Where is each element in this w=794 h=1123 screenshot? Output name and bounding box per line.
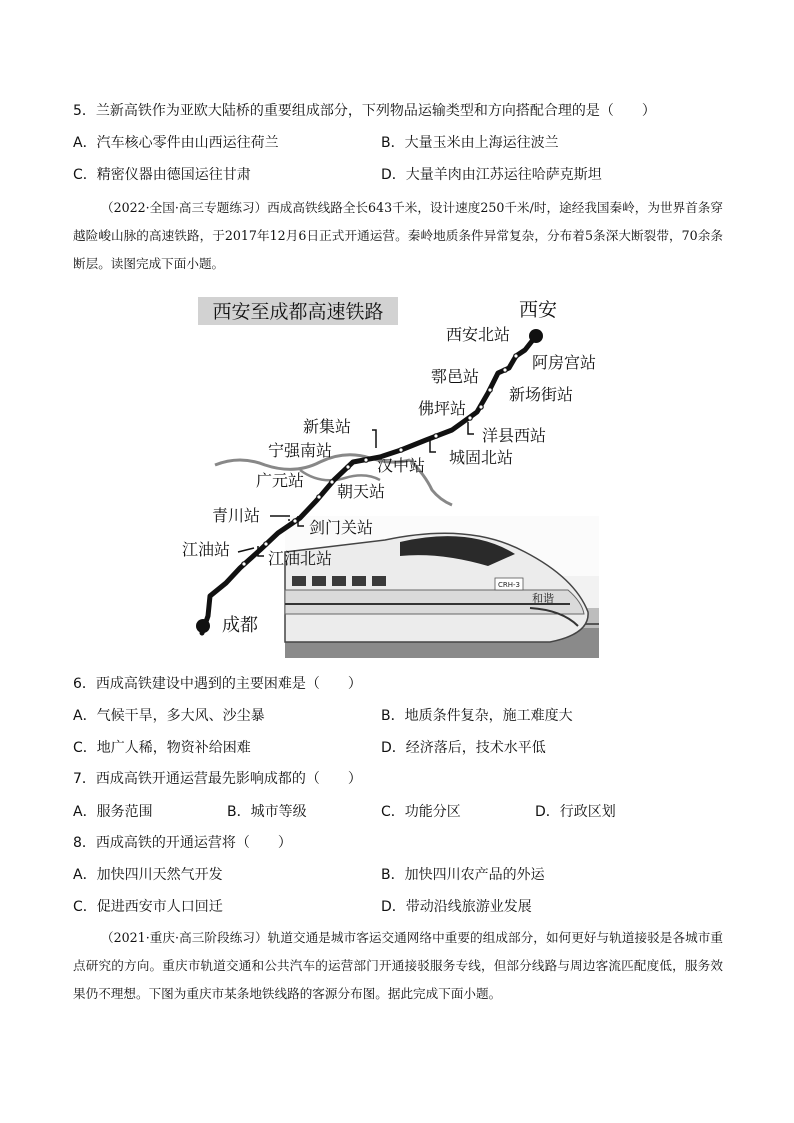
station-dot — [434, 434, 438, 438]
label-jiangyou-north: 江油北站 — [268, 549, 333, 568]
label-xinchangjie: 新场街站 — [509, 385, 574, 404]
q7-option-a: A．服务范围 — [73, 804, 153, 820]
station-dot — [514, 354, 518, 358]
railway-map-svg — [170, 290, 620, 665]
q8-option-c: C．促进西安市人口回迁 — [73, 899, 223, 915]
q8-stem: 8．西成高铁的开通运营将（ ） — [73, 835, 292, 851]
label-chengdu: 成都 — [222, 615, 258, 636]
q8-option-d: D．带动沿线旅游业发展 — [381, 899, 532, 915]
q8-option-a: A．加快四川天然气开发 — [73, 867, 223, 883]
label-foping: 佛坪站 — [418, 399, 467, 418]
label-afanggong: 阿房宫站 — [532, 353, 597, 372]
label-huyi: 鄠邑站 — [431, 367, 480, 386]
label-qingchuan: 青川站 — [212, 506, 261, 525]
q6-option-d: D．经济落后，技术水平低 — [381, 740, 546, 756]
passage-xicheng-railway: （2022·全国·高三专题练习）西成高铁线路全长643千米，设计速度250千米/时，途经我国秦岭，为世界首条穿越险峻山脉的高速铁路，于2017年12月6日正式开通运营。秦岭地质条件异常复杂，分布着5条深大断裂带，70余条断层。读图完成下面小题。 — [73, 200, 723, 271]
station-dot — [242, 562, 246, 566]
label-ningqiang-south: 宁强南站 — [268, 441, 333, 460]
label-jianmenguan: 剑门关站 — [309, 518, 374, 537]
station-dot — [317, 495, 321, 499]
label-xinji: 新集站 — [303, 417, 352, 436]
q7-option-d: D．行政区划 — [535, 804, 616, 820]
station-dot — [468, 416, 472, 420]
station-dot — [293, 519, 297, 523]
chengdu-terminal-dot — [196, 619, 210, 633]
q6-stem: 6．西成高铁建设中遇到的主要困难是（ ） — [73, 676, 362, 692]
q5-option-b: B．大量玉米由上海运往波兰 — [381, 135, 559, 151]
q6-option-c: C．地广人稀，物资补给困难 — [73, 740, 251, 756]
passage-chongqing-rail: （2021·重庆·高三阶段练习）轨道交通是城市客运交通网络中重要的组成部分，如何更好与轨道接驳是各城市重点研究的方向。重庆市轨道交通和公共汽车的运营部门开通接驳服务专线，但部分线路与周边客流匹配度低，服务效果仍不理想。下图为重庆市某条地铁线路的客源分布图。据此完成下面小题。 — [73, 930, 723, 1001]
train-photo — [285, 516, 599, 658]
label-xian: 西安 — [519, 299, 558, 321]
label-chaotian: 朝天站 — [337, 482, 386, 501]
q6-option-a: A．气候干旱，多大风、沙尘暴 — [73, 708, 265, 724]
railway-map-figure — [170, 290, 620, 665]
q5-option-d: D．大量羊肉由江苏运往哈萨克斯坦 — [381, 167, 602, 183]
label-hanzhong: 汉中站 — [377, 456, 426, 475]
q5-option-c: C．精密仪器由德国运往甘肃 — [73, 167, 251, 183]
station-dot — [503, 368, 507, 372]
station-dot — [346, 465, 350, 469]
q8-option-b: B．加快四川农产品的外运 — [381, 867, 545, 883]
label-guangyuan: 广元站 — [256, 471, 305, 490]
station-dot — [399, 448, 403, 452]
q6-option-b: B．地质条件复杂，施工难度大 — [381, 708, 573, 724]
label-chenggu-north: 城固北站 — [449, 448, 514, 467]
station-dot — [364, 458, 368, 462]
station-dot — [264, 542, 268, 546]
xian-terminal-dot — [529, 329, 543, 343]
q7-stem: 7．西成高铁开通运营最先影响成都的（ ） — [73, 771, 362, 787]
q5-stem: 5．兰新高铁作为亚欧大陆桥的重要组成部分，下列物品运输类型和方向搭配合理的是（ ） — [73, 103, 656, 119]
label-jiangyou: 江油站 — [182, 540, 231, 559]
train-mark: 和谐 — [532, 592, 554, 605]
q7-option-b: B．城市等级 — [227, 804, 307, 820]
q5-option-a: A．汽车核心零件由山西运往荷兰 — [73, 135, 279, 151]
train-badge: CRH-3 — [498, 581, 520, 589]
map-title: 西安至成都高速铁路 — [212, 301, 384, 323]
label-yangxian-west: 洋县西站 — [482, 426, 547, 445]
station-dot — [479, 405, 483, 409]
station-dot — [488, 388, 492, 392]
q7-option-c: C．功能分区 — [381, 804, 461, 820]
label-xian-north: 西安北站 — [446, 325, 511, 344]
station-dot — [330, 480, 334, 484]
